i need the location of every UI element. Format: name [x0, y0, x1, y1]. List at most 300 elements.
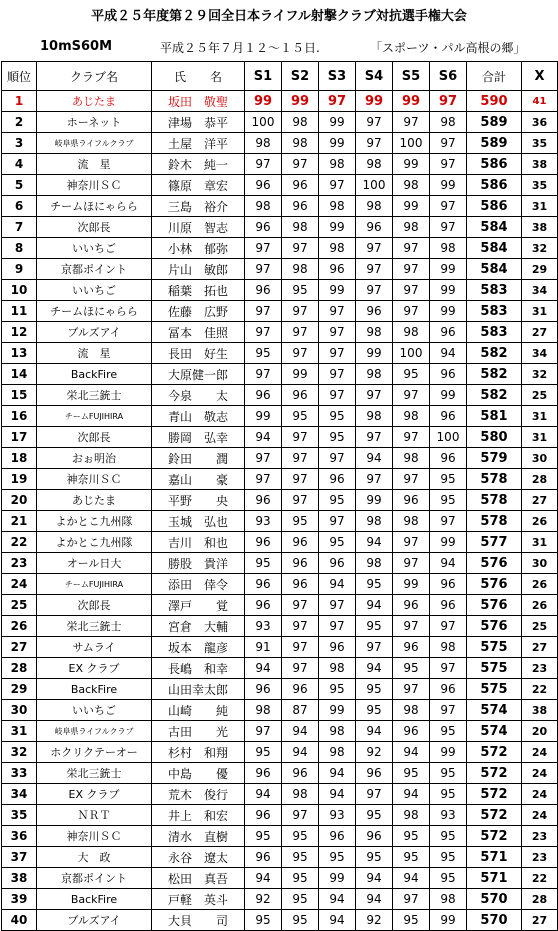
s2-cell: 98 — [282, 112, 319, 133]
s5-cell: 95 — [393, 847, 430, 868]
name-cell: 荒木 俊行 — [152, 784, 245, 805]
s5-cell: 98 — [393, 511, 430, 532]
club-cell: おぉ明治 — [37, 448, 152, 469]
table-row — [2, 742, 558, 763]
s5-cell: 98 — [393, 700, 430, 721]
s6-cell: 99 — [430, 532, 467, 553]
x-cell: 31 — [522, 532, 558, 553]
s5-cell: 97 — [393, 385, 430, 406]
club-cell: 栄北三銃士 — [37, 616, 152, 637]
rank-cell: 32 — [2, 742, 37, 763]
table-row — [2, 406, 558, 427]
x-cell: 26 — [522, 574, 558, 595]
total-cell: 578 — [467, 490, 522, 511]
club-cell: あじたま — [37, 91, 152, 112]
s4-cell: 97 — [356, 238, 393, 259]
s2-cell: 96 — [282, 574, 319, 595]
s3-cell: 95 — [319, 679, 356, 700]
name-cell: 嘉山 豪 — [152, 469, 245, 490]
s6-cell: 97 — [430, 217, 467, 238]
rank-cell: 11 — [2, 301, 37, 322]
table-row — [2, 280, 558, 301]
s5-cell: 99 — [393, 574, 430, 595]
s5-cell: 98 — [393, 406, 430, 427]
x-cell: 36 — [522, 112, 558, 133]
s3-cell: 94 — [319, 763, 356, 784]
s5-cell: 95 — [393, 658, 430, 679]
table-row — [2, 700, 558, 721]
table-row — [2, 175, 558, 196]
rank-cell: 23 — [2, 553, 37, 574]
s2-cell: 97 — [282, 637, 319, 658]
s1-cell: 95 — [245, 742, 282, 763]
x-cell: 26 — [522, 511, 558, 532]
s5-cell: 97 — [393, 238, 430, 259]
s3-cell: 99 — [319, 217, 356, 238]
s6-cell: 95 — [430, 784, 467, 805]
table-row — [2, 133, 558, 154]
s4-cell: 97 — [356, 427, 393, 448]
s2-cell: 96 — [282, 196, 319, 217]
s1-cell: 99 — [245, 91, 282, 112]
club-cell: チームほにゃらら — [37, 196, 152, 217]
club-cell: サムライ — [37, 637, 152, 658]
s3-cell: 97 — [319, 364, 356, 385]
table-row — [2, 322, 558, 343]
s3-cell: 97 — [319, 616, 356, 637]
name-cell: 佐藤 広野 — [152, 301, 245, 322]
club-cell: よかとこ九州隊 — [37, 532, 152, 553]
s4-cell: 99 — [356, 490, 393, 511]
name-cell: 片山 敏郎 — [152, 259, 245, 280]
total-cell: 578 — [467, 469, 522, 490]
rank-cell: 16 — [2, 406, 37, 427]
s6-cell: 98 — [430, 637, 467, 658]
s5-cell: 97 — [393, 301, 430, 322]
rank-cell: 2 — [2, 112, 37, 133]
s2-cell: 96 — [282, 763, 319, 784]
s1-cell: 93 — [245, 511, 282, 532]
s1-cell: 98 — [245, 700, 282, 721]
table-row — [2, 259, 558, 280]
s4-cell: 97 — [356, 280, 393, 301]
table-row — [2, 658, 558, 679]
s6-cell: 98 — [430, 889, 467, 910]
club-cell: BackFire — [37, 889, 152, 910]
club-cell: いいちご — [37, 238, 152, 259]
s1-cell: 94 — [245, 427, 282, 448]
s2-cell: 95 — [282, 889, 319, 910]
table-row — [2, 364, 558, 385]
header-rank: 順位 — [2, 62, 37, 91]
s6-cell: 93 — [430, 805, 467, 826]
s1-cell: 96 — [245, 385, 282, 406]
x-cell: 27 — [522, 322, 558, 343]
s4-cell: 95 — [356, 847, 393, 868]
x-cell: 24 — [522, 784, 558, 805]
x-cell: 29 — [522, 259, 558, 280]
total-cell: 586 — [467, 154, 522, 175]
s1-cell: 91 — [245, 637, 282, 658]
x-cell: 28 — [522, 889, 558, 910]
s2-cell: 98 — [282, 217, 319, 238]
total-cell: 590 — [467, 91, 522, 112]
event-name: 10mS60M — [40, 39, 113, 54]
s3-cell: 95 — [319, 847, 356, 868]
club-cell: BackFire — [37, 364, 152, 385]
club-cell: いいちご — [37, 700, 152, 721]
name-cell: 冨本 佳照 — [152, 322, 245, 343]
s2-cell: 95 — [282, 511, 319, 532]
s1-cell: 94 — [245, 784, 282, 805]
s1-cell: 96 — [245, 217, 282, 238]
name-cell: 清水 直樹 — [152, 826, 245, 847]
s6-cell: 96 — [430, 448, 467, 469]
name-cell: 玉城 弘也 — [152, 511, 245, 532]
header-x: X — [522, 62, 558, 91]
s5-cell: 100 — [393, 133, 430, 154]
name-cell: 青山 敬志 — [152, 406, 245, 427]
s3-cell: 93 — [319, 805, 356, 826]
s6-cell: 95 — [430, 847, 467, 868]
rank-cell: 17 — [2, 427, 37, 448]
rank-cell: 14 — [2, 364, 37, 385]
s2-cell: 98 — [282, 133, 319, 154]
s2-cell: 97 — [282, 469, 319, 490]
s4-cell: 98 — [356, 364, 393, 385]
x-cell: 25 — [522, 385, 558, 406]
s5-cell: 99 — [393, 91, 430, 112]
s6-cell: 96 — [430, 406, 467, 427]
s5-cell: 98 — [393, 217, 430, 238]
s1-cell: 97 — [245, 238, 282, 259]
header-s5: S5 — [393, 62, 430, 91]
rank-cell: 25 — [2, 595, 37, 616]
s4-cell: 97 — [356, 385, 393, 406]
s4-cell: 100 — [356, 175, 393, 196]
s1-cell: 97 — [245, 721, 282, 742]
s6-cell: 96 — [430, 679, 467, 700]
total-cell: 582 — [467, 385, 522, 406]
table-row — [2, 784, 558, 805]
table-row — [2, 343, 558, 364]
total-cell: 575 — [467, 679, 522, 700]
x-cell: 20 — [522, 721, 558, 742]
club-cell: BackFire — [37, 679, 152, 700]
x-cell: 26 — [522, 595, 558, 616]
rank-cell: 10 — [2, 280, 37, 301]
s6-cell: 96 — [430, 364, 467, 385]
header-s4: S4 — [356, 62, 393, 91]
s1-cell: 96 — [245, 763, 282, 784]
x-cell: 30 — [522, 553, 558, 574]
total-cell: 572 — [467, 826, 522, 847]
s4-cell: 95 — [356, 805, 393, 826]
s4-cell: 98 — [356, 196, 393, 217]
total-cell: 583 — [467, 301, 522, 322]
s4-cell: 95 — [356, 616, 393, 637]
rank-cell: 30 — [2, 700, 37, 721]
total-cell: 572 — [467, 784, 522, 805]
table-row — [2, 217, 558, 238]
s3-cell: 98 — [319, 721, 356, 742]
total-cell: 582 — [467, 343, 522, 364]
s1-cell: 95 — [245, 910, 282, 931]
s2-cell: 96 — [282, 385, 319, 406]
table-row — [2, 301, 558, 322]
name-cell: 添田 倖令 — [152, 574, 245, 595]
s2-cell: 99 — [282, 364, 319, 385]
s3-cell: 95 — [319, 406, 356, 427]
page-title: 平成２５年度第２９回全日本ライフル射撃クラブ対抗選手権大会 — [91, 9, 467, 24]
s6-cell: 94 — [430, 553, 467, 574]
rank-cell: 33 — [2, 763, 37, 784]
rank-cell: 4 — [2, 154, 37, 175]
name-cell: 鈴木 純一 — [152, 154, 245, 175]
s4-cell: 99 — [356, 91, 393, 112]
x-cell: 23 — [522, 847, 558, 868]
results-table — [1, 61, 558, 931]
name-cell: 吉川 和也 — [152, 532, 245, 553]
total-cell: 577 — [467, 532, 522, 553]
x-cell: 34 — [522, 343, 558, 364]
name-cell: 三島 裕介 — [152, 196, 245, 217]
s4-cell: 95 — [356, 679, 393, 700]
s4-cell: 96 — [356, 826, 393, 847]
event-info — [0, 34, 558, 61]
s3-cell: 97 — [319, 511, 356, 532]
total-cell: 583 — [467, 322, 522, 343]
x-cell: 27 — [522, 490, 558, 511]
s6-cell: 97 — [430, 616, 467, 637]
s6-cell: 95 — [430, 868, 467, 889]
s3-cell: 95 — [319, 490, 356, 511]
club-cell: 流 星 — [37, 343, 152, 364]
s5-cell: 98 — [393, 322, 430, 343]
s2-cell: 97 — [282, 616, 319, 637]
club-cell: 次郎長 — [37, 427, 152, 448]
s1-cell: 95 — [245, 553, 282, 574]
x-cell: 38 — [522, 700, 558, 721]
x-cell: 31 — [522, 196, 558, 217]
s3-cell: 98 — [319, 742, 356, 763]
s3-cell: 94 — [319, 574, 356, 595]
s6-cell: 95 — [430, 763, 467, 784]
name-cell: 篠原 章宏 — [152, 175, 245, 196]
x-cell: 34 — [522, 280, 558, 301]
total-cell: 583 — [467, 280, 522, 301]
s5-cell: 95 — [393, 910, 430, 931]
rank-cell: 40 — [2, 910, 37, 931]
s1-cell: 96 — [245, 532, 282, 553]
s5-cell: 97 — [393, 112, 430, 133]
s2-cell: 97 — [282, 301, 319, 322]
club-cell: あじたま — [37, 490, 152, 511]
s3-cell: 97 — [319, 91, 356, 112]
s5-cell: 97 — [393, 679, 430, 700]
s4-cell: 98 — [356, 322, 393, 343]
s6-cell: 94 — [430, 343, 467, 364]
s6-cell: 97 — [430, 658, 467, 679]
club-cell: 京都ポイント — [37, 259, 152, 280]
rank-cell: 9 — [2, 259, 37, 280]
rank-cell: 39 — [2, 889, 37, 910]
club-cell: ブルズアイ — [37, 910, 152, 931]
s3-cell: 94 — [319, 889, 356, 910]
s5-cell: 96 — [393, 637, 430, 658]
name-cell: 坂本 龍彦 — [152, 637, 245, 658]
s1-cell: 97 — [245, 301, 282, 322]
s5-cell: 99 — [393, 196, 430, 217]
rank-cell: 24 — [2, 574, 37, 595]
club-cell: チームほにゃらら — [37, 301, 152, 322]
s3-cell: 96 — [319, 259, 356, 280]
s3-cell: 98 — [319, 196, 356, 217]
s3-cell: 95 — [319, 532, 356, 553]
name-cell: 古田 光 — [152, 721, 245, 742]
s4-cell: 97 — [356, 469, 393, 490]
s6-cell: 97 — [430, 154, 467, 175]
club-cell: ＮＲＴ — [37, 805, 152, 826]
s2-cell: 97 — [282, 805, 319, 826]
rank-cell: 26 — [2, 616, 37, 637]
s6-cell: 95 — [430, 721, 467, 742]
table-row — [2, 679, 558, 700]
club-cell: 次郎長 — [37, 217, 152, 238]
s1-cell: 97 — [245, 259, 282, 280]
x-cell: 22 — [522, 868, 558, 889]
name-cell: 宮倉 大輔 — [152, 616, 245, 637]
s3-cell: 98 — [319, 658, 356, 679]
s4-cell: 94 — [356, 532, 393, 553]
s5-cell: 98 — [393, 805, 430, 826]
s4-cell: 97 — [356, 637, 393, 658]
total-cell: 574 — [467, 700, 522, 721]
s1-cell: 96 — [245, 595, 282, 616]
table-row — [2, 427, 558, 448]
s3-cell: 96 — [319, 469, 356, 490]
total-cell: 582 — [467, 364, 522, 385]
name-cell: 長嶋 和幸 — [152, 658, 245, 679]
club-cell: 栄北三銃士 — [37, 763, 152, 784]
club-cell: 神奈川ＳＣ — [37, 175, 152, 196]
total-cell: 584 — [467, 217, 522, 238]
s3-cell: 97 — [319, 343, 356, 364]
s5-cell: 97 — [393, 532, 430, 553]
x-cell: 35 — [522, 133, 558, 154]
s1-cell: 95 — [245, 826, 282, 847]
header-s2: S2 — [282, 62, 319, 91]
s6-cell: 96 — [430, 322, 467, 343]
club-cell: 神奈川ＳＣ — [37, 826, 152, 847]
table-row — [2, 469, 558, 490]
x-cell: 38 — [522, 154, 558, 175]
s2-cell: 97 — [282, 154, 319, 175]
s1-cell: 95 — [245, 343, 282, 364]
club-cell: 岐阜県ライフルクラブ — [37, 133, 152, 154]
table-row — [2, 91, 558, 112]
total-cell: 572 — [467, 805, 522, 826]
s1-cell: 99 — [245, 406, 282, 427]
s3-cell: 95 — [319, 427, 356, 448]
club-cell: 岐阜県ライフルクラブ — [37, 721, 152, 742]
s5-cell: 98 — [393, 175, 430, 196]
table-row — [2, 910, 558, 931]
total-cell: 584 — [467, 259, 522, 280]
name-cell: 中島 優 — [152, 763, 245, 784]
rank-cell: 31 — [2, 721, 37, 742]
rank-cell: 37 — [2, 847, 37, 868]
s2-cell: 87 — [282, 700, 319, 721]
rank-cell: 19 — [2, 469, 37, 490]
s2-cell: 95 — [282, 868, 319, 889]
x-cell: 25 — [522, 616, 558, 637]
table-row — [2, 385, 558, 406]
s1-cell: 96 — [245, 574, 282, 595]
s1-cell: 93 — [245, 616, 282, 637]
s6-cell: 99 — [430, 385, 467, 406]
s6-cell: 97 — [430, 511, 467, 532]
table-row — [2, 490, 558, 511]
s3-cell: 99 — [319, 280, 356, 301]
total-cell: 572 — [467, 763, 522, 784]
s3-cell: 94 — [319, 784, 356, 805]
s2-cell: 98 — [282, 259, 319, 280]
name-cell: 戸軽 英斗 — [152, 889, 245, 910]
s5-cell: 97 — [393, 259, 430, 280]
x-cell: 24 — [522, 742, 558, 763]
header-s3: S3 — [319, 62, 356, 91]
club-cell: 京都ポイント — [37, 868, 152, 889]
s1-cell: 97 — [245, 322, 282, 343]
s2-cell: 97 — [282, 658, 319, 679]
total-cell: 574 — [467, 721, 522, 742]
club-cell: ブルズアイ — [37, 322, 152, 343]
s1-cell: 96 — [245, 175, 282, 196]
name-cell: 勝岡 弘幸 — [152, 427, 245, 448]
s3-cell: 97 — [319, 322, 356, 343]
s5-cell: 95 — [393, 763, 430, 784]
x-cell: 32 — [522, 238, 558, 259]
s4-cell: 94 — [356, 448, 393, 469]
s3-cell: 96 — [319, 553, 356, 574]
club-cell: EX クラブ — [37, 784, 152, 805]
s5-cell: 97 — [393, 427, 430, 448]
s1-cell: 97 — [245, 154, 282, 175]
name-cell: 坂田 敬聖 — [152, 91, 245, 112]
name-cell: 稲葉 拓也 — [152, 280, 245, 301]
s5-cell: 99 — [393, 154, 430, 175]
rank-cell: 5 — [2, 175, 37, 196]
rank-cell: 7 — [2, 217, 37, 238]
s5-cell: 96 — [393, 490, 430, 511]
name-cell: 長田 好生 — [152, 343, 245, 364]
s2-cell: 97 — [282, 448, 319, 469]
total-cell: 576 — [467, 574, 522, 595]
s6-cell: 95 — [430, 469, 467, 490]
s1-cell: 94 — [245, 658, 282, 679]
s6-cell: 97 — [430, 196, 467, 217]
table-row — [2, 847, 558, 868]
table-row — [2, 196, 558, 217]
header-club: クラブ名 — [37, 62, 152, 91]
s3-cell: 97 — [319, 175, 356, 196]
s3-cell: 97 — [319, 385, 356, 406]
x-cell: 27 — [522, 637, 558, 658]
x-cell: 41 — [522, 91, 558, 112]
s3-cell: 99 — [319, 700, 356, 721]
x-cell: 27 — [522, 910, 558, 931]
